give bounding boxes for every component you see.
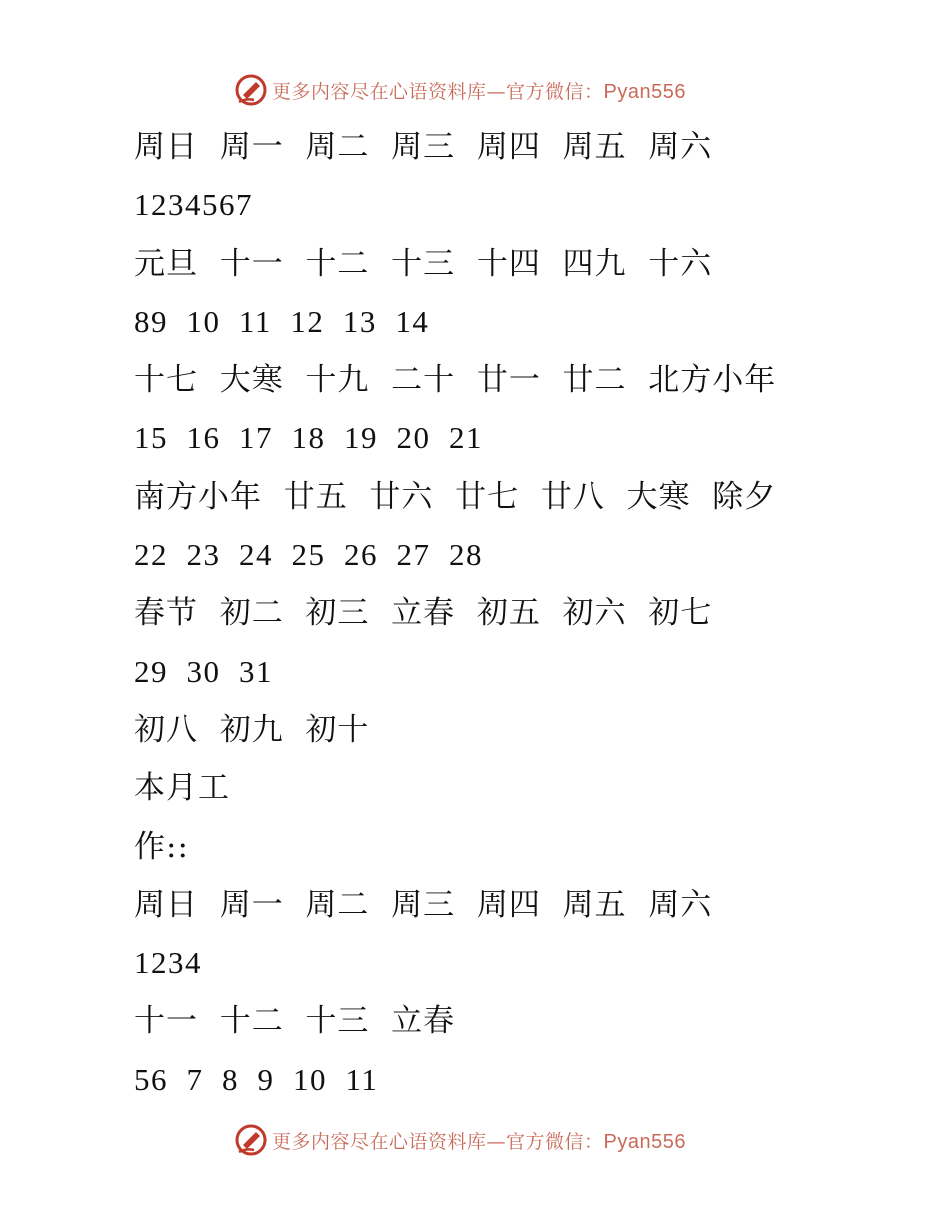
date-row: 1234 xyxy=(134,945,202,981)
lunar-row: 十七 大寒 十九 二十 廿一 廿二 北方小年 xyxy=(134,362,777,399)
lunar-row: 春节 初二 初三 立春 初五 初六 初七 xyxy=(134,595,713,632)
date-row: 15 16 17 18 19 20 21 xyxy=(134,420,483,456)
work-label: 作:: xyxy=(134,828,189,865)
date-row: 22 23 24 25 26 27 28 xyxy=(134,537,483,573)
calendar-document xyxy=(134,118,854,1109)
weekday-row: 周日 周一 周二 周三 周四 周五 周六 xyxy=(134,129,713,165)
date-row: 29 30 31 xyxy=(134,653,273,689)
weekday-row: 周日 周一 周二 周三 周四 周五 周六 xyxy=(134,886,713,923)
logo-pen-icon xyxy=(234,1123,268,1157)
date-row: 89 10 11 12 13 14 xyxy=(134,303,430,339)
date-row: 56 7 8 9 10 11 xyxy=(134,1061,379,1097)
lunar-row: 十一 十二 十三 立春 xyxy=(134,1003,456,1040)
date-row: 1234567 xyxy=(134,187,253,223)
lunar-row: 元旦 十一 十二 十三 十四 四九 十六 xyxy=(134,245,713,282)
lunar-row: 初八 初九 初十 xyxy=(134,711,370,748)
watermark-text: 更多内容尽在心语资料库—官方微信：Pyan556 xyxy=(272,1130,686,1153)
watermark-text: 更多内容尽在心语资料库—官方微信：Pyan556 xyxy=(272,80,686,103)
watermark-header xyxy=(234,72,686,108)
work-label: 本月工 xyxy=(134,770,230,807)
lunar-row: 南方小年 廿五 廿六 廿七 廿八 大寒 除夕 xyxy=(134,478,777,515)
logo-pen-icon xyxy=(234,73,268,107)
watermark-footer xyxy=(234,1122,686,1158)
